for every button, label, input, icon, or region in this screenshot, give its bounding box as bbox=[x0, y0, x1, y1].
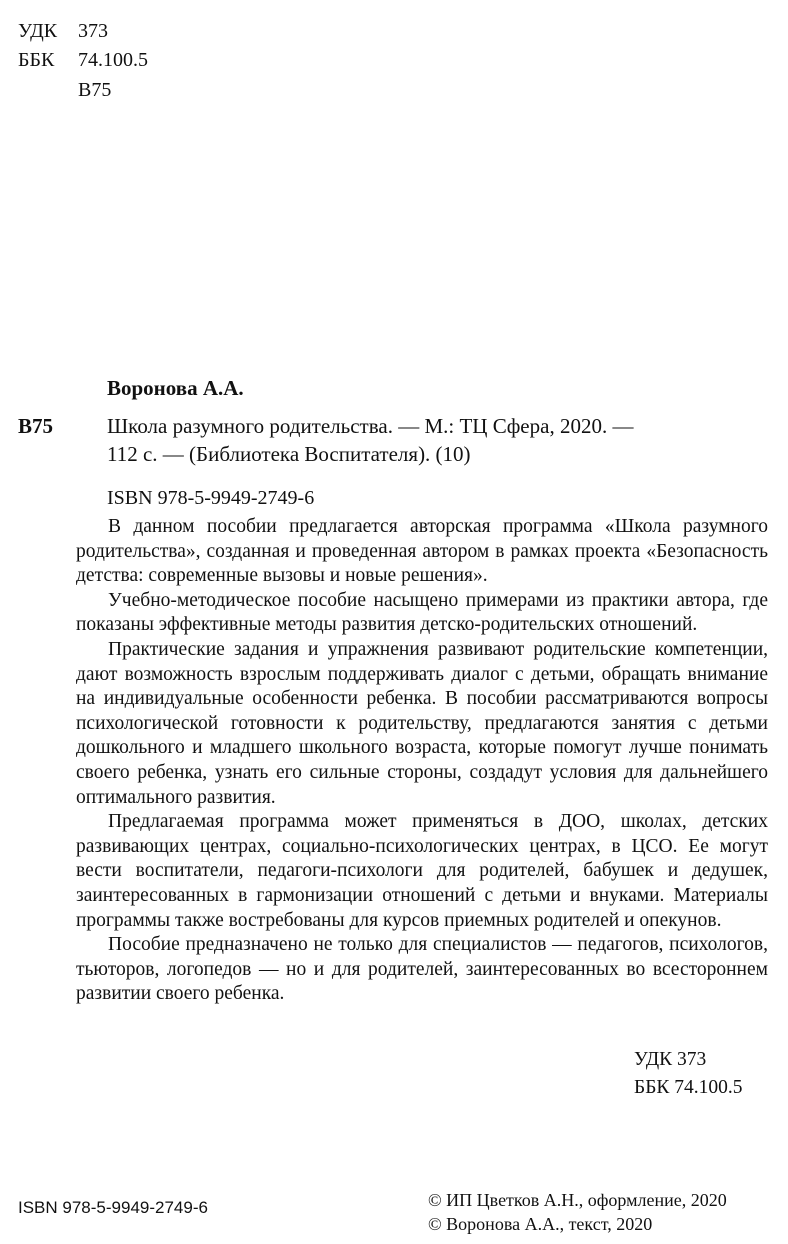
author-name: Воронова А.А. bbox=[107, 376, 244, 400]
annotation bbox=[76, 515, 768, 1007]
annotation-paragraph: Пособие предназначено не только для специалистов — педагогов, психологов, тьюторов, логопедов — но и для родителей, заинтересованных во всестороннем развитии своего ребенка. bbox=[76, 934, 768, 1005]
title-line-2: 112 с. — (Библиотека Воспитателя). (10) bbox=[107, 442, 471, 466]
annotation-paragraph: В данном пособии предлагается авторская программа «Школа разумного родительства», созданная и проведенная автором в рамках проекта «Безопасность детства: современные вызовы и новые решения». bbox=[76, 516, 768, 587]
shelf-mark: В75 bbox=[18, 414, 54, 438]
copyright-design: © ИП Цветков А.Н., оформление, 2020 bbox=[428, 1190, 727, 1210]
bbk-value: 74.100.5 bbox=[78, 49, 148, 71]
udk-bottom: УДК 373 bbox=[634, 1049, 707, 1070]
isbn-footer: ISBN 978-5-9949-2749-6 bbox=[18, 1198, 208, 1217]
annotation-paragraph: Предлагаемая программа может применяться в ДОО, школах, детских развивающих центрах, социально-психологических центрах, в ЦСО. Ее могут вести воспитатели, педагоги-психологи для родителей, бабушек и дедушек, заинтересованных в гармонизации отношений с детьми и внуками. Материалы программы также востребованы для курсов приемных родителей и опекунов. bbox=[76, 811, 768, 931]
udk-row bbox=[18, 17, 108, 45]
bbk-row bbox=[18, 46, 148, 74]
annotation-paragraph: Практические задания и упражнения развивают родительские компетенции, дают возможность взрослым поддерживать диалог с детьми, обращать внимание на индивидуальные особенности ребенка. В пособии рассматриваются вопросы психологической готовности к родительству, предлагаются занятия с детьми дошкольного и младшего школьного возраста, которые помогут лучше понимать своего ребенка, узнать его сильные стороны, создадут условия для дальнейшего оптимального развития. bbox=[76, 638, 768, 808]
annotation-paragraph: Учебно-методическое пособие насыщено примерами из практики автора, где показаны эффективные методы развития детско-родительских отношений. bbox=[76, 589, 768, 636]
bbk-bottom: ББК 74.100.5 bbox=[634, 1077, 743, 1098]
udk-label: УДК bbox=[18, 20, 58, 42]
isbn-main: ISBN 978-5-9949-2749-6 bbox=[107, 487, 315, 509]
udk-value: 373 bbox=[78, 20, 108, 42]
title-line-1: Школа разумного родительства. — М.: ТЦ Сфера, 2020. — bbox=[107, 414, 634, 438]
bbk-label: ББК bbox=[18, 49, 55, 71]
author-mark: В75 bbox=[78, 79, 112, 101]
copyright-text: © Воронова А.А., текст, 2020 bbox=[428, 1214, 653, 1234]
